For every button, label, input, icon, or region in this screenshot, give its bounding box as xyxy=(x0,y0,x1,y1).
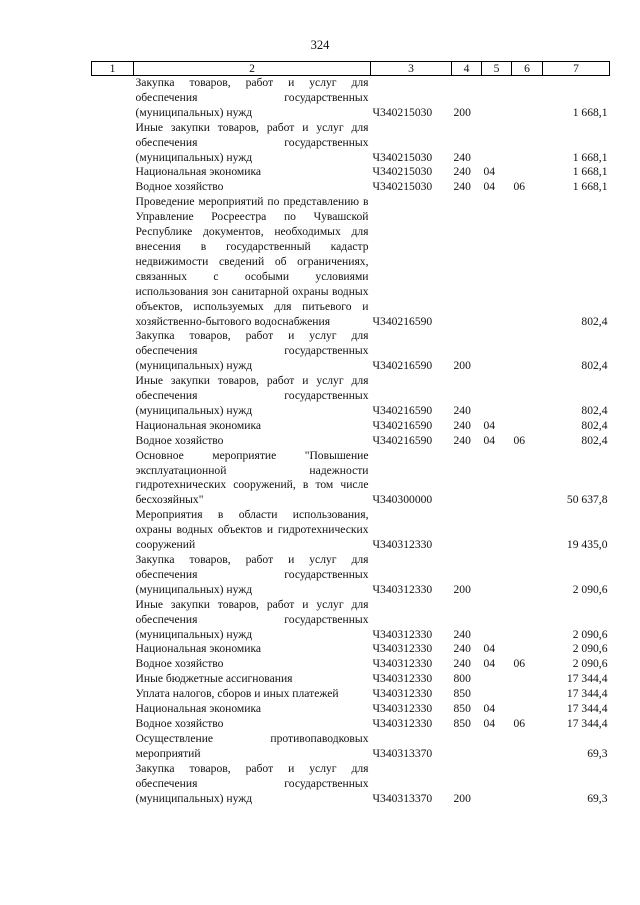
subsection-code xyxy=(512,702,543,717)
subsection-code xyxy=(512,687,543,702)
table-row xyxy=(92,374,610,419)
table-row xyxy=(92,762,610,807)
subsection-code xyxy=(512,762,543,807)
amount-value: 17 344,4 xyxy=(566,672,608,686)
row-indent-cell xyxy=(92,374,134,419)
amount-value: 2 090,6 xyxy=(572,642,608,656)
expense-name: Национальная экономика xyxy=(135,165,262,179)
amount-value: 802,4 xyxy=(581,403,608,417)
target-article-code: Ч340216590 xyxy=(372,433,433,447)
expense-type-code: 200 xyxy=(453,359,471,373)
target-article-code: Ч340312330 xyxy=(372,716,433,730)
expense-name: Национальная экономика xyxy=(135,418,262,432)
target-article-code: Ч340215030 xyxy=(372,150,433,164)
table-row xyxy=(92,717,610,732)
target-article-code: Ч340216590 xyxy=(372,359,433,373)
expense-type-code: 240 xyxy=(453,165,471,179)
amount-value: 2 090,6 xyxy=(572,582,608,596)
expense-name: Уплата налогов, сборов и иных платежей xyxy=(135,687,339,701)
section-code xyxy=(482,449,512,509)
table-row xyxy=(92,419,610,434)
expense-name: Осуществление противопаводковых мероприятий xyxy=(135,731,369,760)
amount-value: 17 344,4 xyxy=(566,687,608,701)
expense-name: Иные закупки товаров, работ и услуг для обеспечения государственных (муниципальных) нужд xyxy=(135,374,369,417)
section-code xyxy=(482,508,512,553)
row-indent-cell xyxy=(92,449,134,509)
table-row xyxy=(92,434,610,449)
expense-type-code: 200 xyxy=(453,791,471,805)
section-code: 04 xyxy=(483,657,496,671)
column-header: 6 xyxy=(512,62,543,76)
expense-name: Национальная экономика xyxy=(135,642,262,656)
row-indent-cell xyxy=(92,434,134,449)
target-article-code: Ч340312330 xyxy=(372,642,433,656)
table-row xyxy=(92,180,610,195)
amount-value: 50 637,8 xyxy=(566,493,608,507)
table-row xyxy=(92,329,610,374)
expense-type-code: 200 xyxy=(453,105,471,119)
budget-table xyxy=(91,61,610,806)
row-indent-cell xyxy=(92,702,134,717)
amount-value: 69,3 xyxy=(587,746,608,760)
target-article-code: Ч340312330 xyxy=(372,672,433,686)
section-code xyxy=(482,598,512,643)
amount-value: 17 344,4 xyxy=(566,716,608,730)
page-number: 324 xyxy=(310,38,330,52)
expense-name: Проведение мероприятий по представлению в Управление Росреестра по Чувашской Республике документов, необходимых для внесения в государственный кадастр недвижимости сведений об ограничениях, связанных с особыми условиями использования зон санитарной охраны водных объектов, используемых для питьевого и хозяйственно-бытового водоснабжения xyxy=(135,195,369,328)
expense-type-code: 850 xyxy=(453,702,471,716)
table-row xyxy=(92,195,610,329)
subsection-code xyxy=(512,76,543,121)
row-indent-cell xyxy=(92,508,134,553)
table-row xyxy=(92,687,610,702)
row-indent-cell xyxy=(92,195,134,329)
section-code xyxy=(482,762,512,807)
expense-name: Иные бюджетные ассигнования xyxy=(135,672,293,686)
section-code xyxy=(482,553,512,598)
section-code: 04 xyxy=(483,642,496,656)
expense-name: Национальная экономика xyxy=(135,702,262,716)
subsection-code: 06 xyxy=(513,657,526,671)
target-article-code: Ч340300000 xyxy=(372,493,433,507)
expense-type-code xyxy=(452,449,482,509)
subsection-code xyxy=(512,419,543,434)
row-indent-cell xyxy=(92,419,134,434)
amount-value: 1 668,1 xyxy=(572,165,608,179)
table-row xyxy=(92,449,610,509)
table-row xyxy=(92,642,610,657)
target-article-code: Ч340215030 xyxy=(372,105,433,119)
row-indent-cell xyxy=(92,657,134,672)
section-code: 04 xyxy=(483,180,496,194)
target-article-code: Ч340312330 xyxy=(372,657,433,671)
section-code xyxy=(482,121,512,166)
row-indent-cell xyxy=(92,672,134,687)
row-indent-cell xyxy=(92,553,134,598)
target-article-code: Ч340313370 xyxy=(372,746,433,760)
amount-value: 802,4 xyxy=(581,433,608,447)
expense-type-code: 240 xyxy=(453,418,471,432)
table-row xyxy=(92,121,610,166)
expense-type-code: 850 xyxy=(453,687,471,701)
target-article-code: Ч340312330 xyxy=(372,702,433,716)
target-article-code: Ч340216590 xyxy=(372,418,433,432)
expense-name: Водное хозяйство xyxy=(135,180,224,194)
expense-type-code: 240 xyxy=(453,180,471,194)
expense-type-code xyxy=(452,195,482,329)
table-row xyxy=(92,165,610,180)
target-article-code: Ч340312330 xyxy=(372,687,433,701)
amount-value: 2 090,6 xyxy=(572,657,608,671)
table-body xyxy=(92,76,610,807)
section-code xyxy=(482,732,512,762)
column-header: 1 xyxy=(92,62,134,76)
row-indent-cell xyxy=(92,642,134,657)
amount-value: 802,4 xyxy=(581,314,608,328)
subsection-code xyxy=(512,553,543,598)
target-article-code: Ч340313370 xyxy=(372,791,433,805)
column-header: 5 xyxy=(482,62,512,76)
row-indent-cell xyxy=(92,76,134,121)
amount-value: 17 344,4 xyxy=(566,702,608,716)
subsection-code xyxy=(512,121,543,166)
expense-type-code xyxy=(452,508,482,553)
subsection-code: 06 xyxy=(513,180,526,194)
column-header: 2 xyxy=(134,62,371,76)
amount-value: 2 090,6 xyxy=(572,627,608,641)
subsection-code xyxy=(512,165,543,180)
column-number-header-row xyxy=(92,62,610,76)
table-row xyxy=(92,732,610,762)
row-indent-cell xyxy=(92,598,134,643)
section-code xyxy=(482,329,512,374)
amount-value: 1 668,1 xyxy=(572,150,608,164)
table-row xyxy=(92,553,610,598)
row-indent-cell xyxy=(92,180,134,195)
subsection-code xyxy=(512,329,543,374)
column-header: 3 xyxy=(371,62,452,76)
expense-name: Закупка товаров, работ и услуг для обеспечения государственных (муниципальных) нужд xyxy=(135,761,369,805)
amount-value: 802,4 xyxy=(581,418,608,432)
column-header: 7 xyxy=(543,62,610,76)
section-code: 04 xyxy=(483,702,496,716)
section-code xyxy=(482,687,512,702)
subsection-code xyxy=(512,642,543,657)
amount-value: 69,3 xyxy=(587,791,608,805)
amount-value: 1 668,1 xyxy=(572,105,608,119)
subsection-code xyxy=(512,195,543,329)
table-row xyxy=(92,657,610,672)
expense-name: Водное хозяйство xyxy=(135,716,224,730)
expense-type-code: 240 xyxy=(453,642,471,656)
expense-name: Закупка товаров, работ и услуг для обеспечения государственных (муниципальных) нужд xyxy=(135,553,369,596)
section-code: 04 xyxy=(483,433,496,447)
expense-type-code: 800 xyxy=(453,672,471,686)
expense-name: Закупка товаров, работ и услуг для обеспечения государственных (муниципальных) нужд xyxy=(135,76,369,119)
section-code: 04 xyxy=(483,716,496,730)
expense-name: Закупка товаров, работ и услуг для обеспечения государственных (муниципальных) нужд xyxy=(135,329,369,373)
section-code xyxy=(482,374,512,419)
column-header: 4 xyxy=(452,62,482,76)
target-article-code: Ч340312330 xyxy=(372,627,433,641)
subsection-code xyxy=(512,598,543,643)
subsection-code xyxy=(512,374,543,419)
section-code xyxy=(482,76,512,121)
subsection-code xyxy=(512,508,543,553)
subsection-code: 06 xyxy=(513,433,526,447)
expense-type-code: 850 xyxy=(453,716,471,730)
row-indent-cell xyxy=(92,732,134,762)
expense-name: Водное хозяйство xyxy=(135,657,224,671)
expense-type-code: 240 xyxy=(453,150,471,164)
expense-type-code: 240 xyxy=(453,657,471,671)
expense-type-code: 240 xyxy=(453,433,471,447)
table-row xyxy=(92,672,610,687)
target-article-code: Ч340215030 xyxy=(372,165,433,179)
expense-name: Водное хозяйство xyxy=(135,433,224,447)
expense-name: Основное мероприятие "Повышение эксплуатационной надежности гидротехнических сооружений, в том числе бесхозяйных" xyxy=(135,448,369,507)
amount-value: 1 668,1 xyxy=(572,180,608,194)
row-indent-cell xyxy=(92,121,134,166)
target-article-code: Ч340215030 xyxy=(372,180,433,194)
expense-name: Иные закупки товаров, работ и услуг для обеспечения государственных (муниципальных) нужд xyxy=(135,597,369,641)
table-row xyxy=(92,702,610,717)
row-indent-cell xyxy=(92,717,134,732)
expense-type-code: 240 xyxy=(453,403,471,417)
amount-value: 19 435,0 xyxy=(566,538,608,552)
subsection-code xyxy=(512,732,543,762)
subsection-code xyxy=(512,672,543,687)
row-indent-cell xyxy=(92,165,134,180)
target-article-code: Ч340216590 xyxy=(372,403,433,417)
expense-type-code: 240 xyxy=(453,627,471,641)
section-code: 04 xyxy=(483,165,496,179)
expense-type-code: 200 xyxy=(453,582,471,596)
row-indent-cell xyxy=(92,762,134,807)
expense-type-code xyxy=(452,732,482,762)
amount-value: 802,4 xyxy=(581,359,608,373)
target-article-code: Ч340312330 xyxy=(372,582,433,596)
section-code xyxy=(482,195,512,329)
target-article-code: Ч340216590 xyxy=(372,314,433,328)
table-row xyxy=(92,508,610,553)
expense-name: Иные закупки товаров, работ и услуг для обеспечения государственных (муниципальных) нужд xyxy=(135,120,369,164)
row-indent-cell xyxy=(92,687,134,702)
target-article-code: Ч340312330 xyxy=(372,538,433,552)
table-row xyxy=(92,598,610,643)
section-code: 04 xyxy=(483,418,496,432)
expense-name: Мероприятия в области использования, охраны водных объектов и гидротехнических сооружений xyxy=(135,508,369,552)
subsection-code: 06 xyxy=(513,716,526,730)
section-code xyxy=(482,672,512,687)
table-row xyxy=(92,76,610,121)
row-indent-cell xyxy=(92,329,134,374)
subsection-code xyxy=(512,449,543,509)
